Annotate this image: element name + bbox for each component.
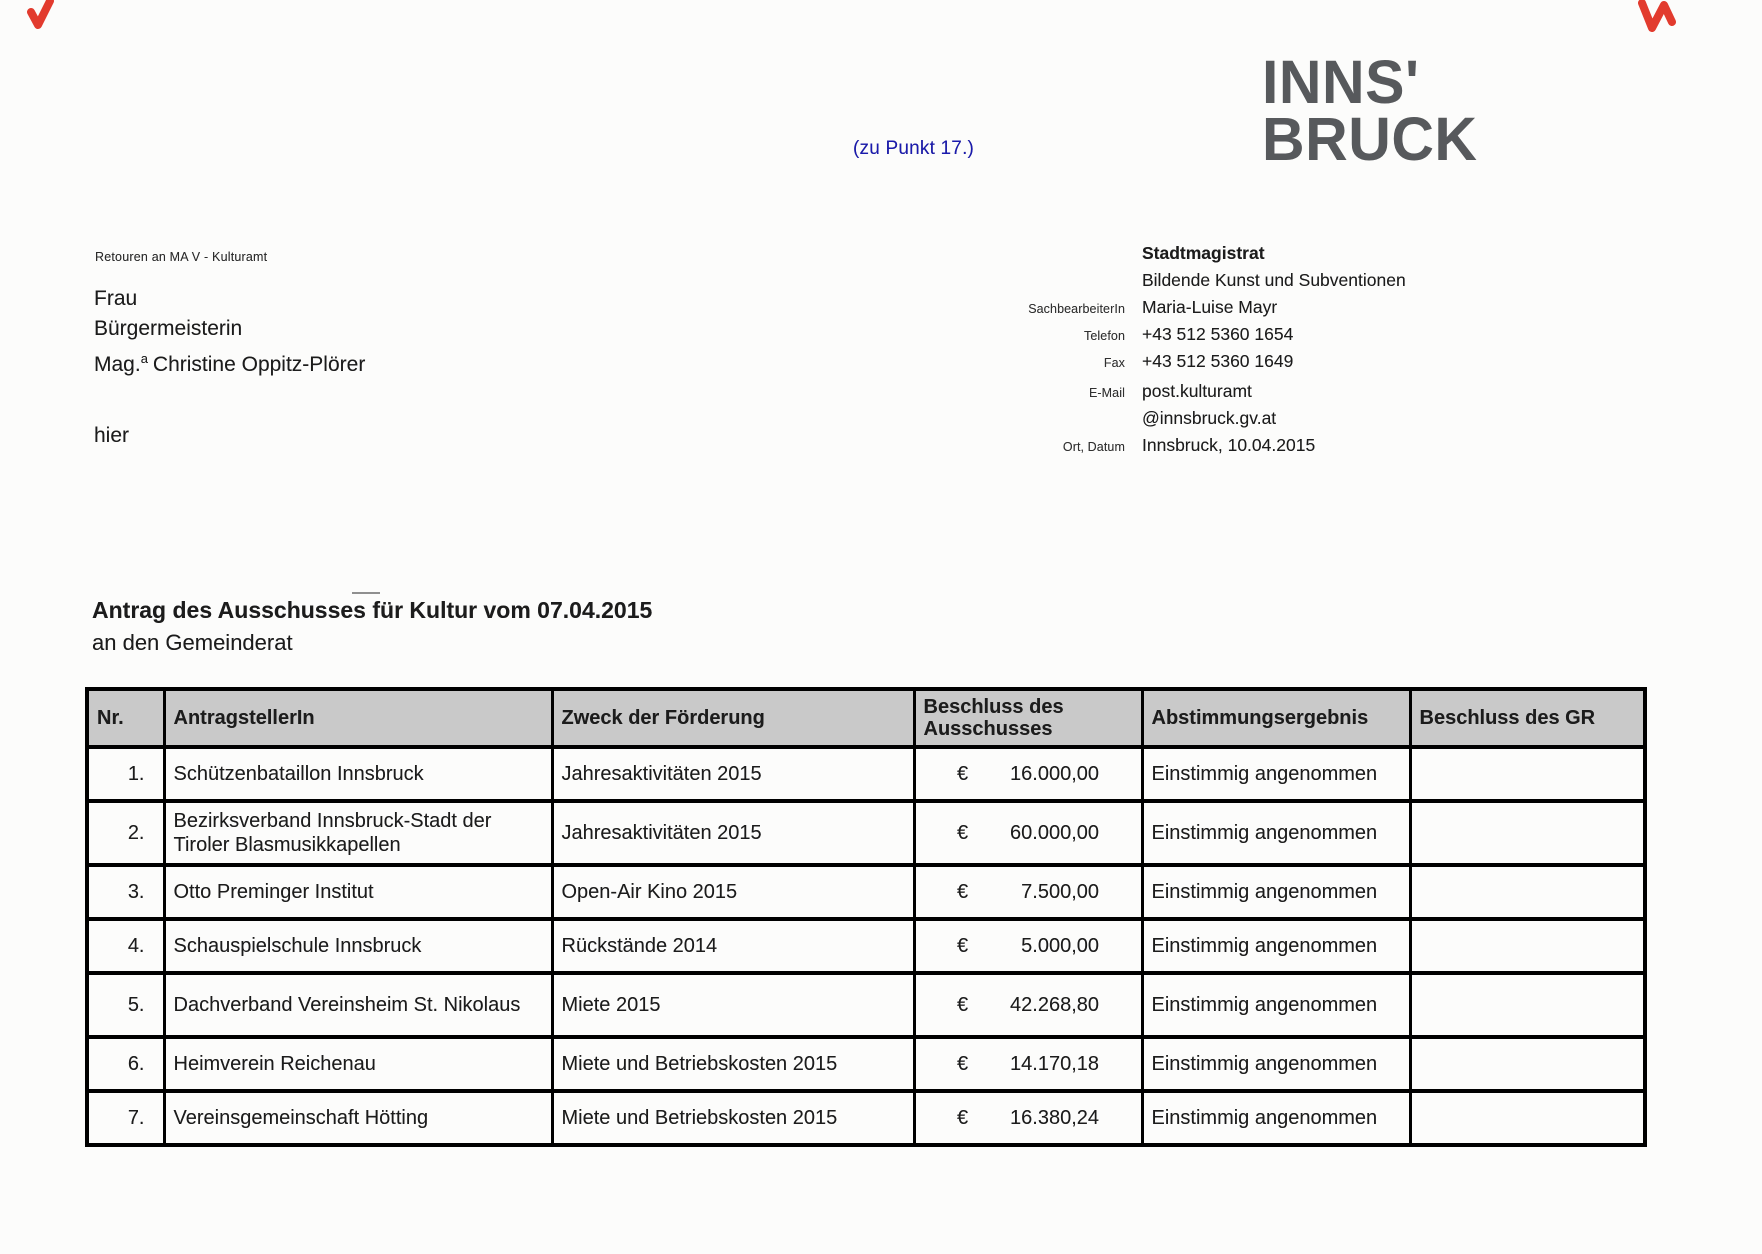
- table-header-row: [87, 689, 1645, 747]
- cell-gr: [1410, 919, 1645, 973]
- cell-betrag: [914, 747, 1142, 801]
- contact-value: @innsbruck.gv.at: [1142, 408, 1277, 428]
- amount-value: 14.170,18: [1010, 1052, 1099, 1075]
- innsbruck-logo: [1262, 47, 1478, 175]
- cell-betrag: [914, 973, 1142, 1037]
- cell-antragsteller: Heimverein Reichenau: [164, 1037, 552, 1091]
- recipient-role: Bürgermeisterin: [94, 317, 243, 340]
- contact-row-email: [935, 381, 1495, 408]
- recipient-location: hier: [94, 424, 130, 447]
- cell-abstimmung: Einstimmig angenommen: [1142, 865, 1410, 919]
- cell-nr: 5.: [87, 973, 164, 1037]
- amount-value: 42.268,80: [1010, 993, 1099, 1016]
- contact-row-email-domain: [935, 408, 1495, 435]
- cell-zweck: Miete 2015: [552, 973, 914, 1037]
- cell-abstimmung: Einstimmig angenommen: [1142, 801, 1410, 865]
- cell-zweck: Open-Air Kino 2015: [552, 865, 914, 919]
- scan-artifact-dash: [352, 592, 380, 594]
- header-abstimmung: Abstimmungsergebnis: [1142, 689, 1410, 747]
- table-row: [87, 1037, 1645, 1091]
- cell-betrag: [914, 801, 1142, 865]
- cell-betrag: [914, 865, 1142, 919]
- contact-value: Maria-Luise Mayr: [1142, 297, 1278, 317]
- header-gr: Beschluss des GR: [1410, 689, 1645, 747]
- amount-value: 5.000,00: [1021, 934, 1099, 957]
- recipient-name-superscript: a: [140, 351, 148, 366]
- document-title: Antrag des Ausschusses für Kultur vom 07.04.2015: [92, 597, 653, 623]
- contact-label: E-Mail: [1088, 386, 1125, 400]
- table-row: [87, 865, 1645, 919]
- cell-zweck: Miete und Betriebskosten 2015: [552, 1037, 914, 1091]
- currency-symbol: €: [957, 762, 969, 785]
- recipient-block: [94, 284, 365, 380]
- header-nr: Nr.: [87, 689, 164, 747]
- contact-label: Telefon: [1083, 329, 1125, 343]
- contact-department-row: [935, 270, 1495, 297]
- currency-symbol: €: [957, 880, 969, 903]
- table-row: [87, 973, 1645, 1037]
- cell-zweck: Rückstände 2014: [552, 919, 914, 973]
- cell-nr: 7.: [87, 1091, 164, 1145]
- amount-value: 16.000,00: [1010, 762, 1099, 785]
- contact-value: post.kulturamt: [1142, 381, 1252, 401]
- cell-gr: [1410, 865, 1645, 919]
- contact-value: Innsbruck, 10.04.2015: [1142, 435, 1316, 455]
- table-row: [87, 801, 1645, 865]
- document-subtitle: an den Gemeinderat: [92, 630, 293, 655]
- cell-gr: [1410, 801, 1645, 865]
- cell-betrag: [914, 1037, 1142, 1091]
- recipient-name-rest: Christine Oppitz-Plörer: [152, 353, 366, 376]
- currency-symbol: €: [957, 821, 969, 844]
- cell-nr: 1.: [87, 747, 164, 801]
- cell-abstimmung: Einstimmig angenommen: [1142, 1091, 1410, 1145]
- cell-antragsteller: Otto Preminger Institut: [164, 865, 552, 919]
- cell-gr: [1410, 973, 1645, 1037]
- header-zweck: Zweck der Förderung: [552, 689, 914, 747]
- table-row: [87, 1091, 1645, 1145]
- cell-nr: 2.: [87, 801, 164, 865]
- cell-abstimmung: Einstimmig angenommen: [1142, 919, 1410, 973]
- cell-gr: [1410, 1037, 1645, 1091]
- cell-antragsteller: Bezirksverband Innsbruck-Stadt der Tiroler Blasmusikkapellen: [164, 801, 552, 865]
- red-pen-mark-top-left: [26, 0, 70, 32]
- recipient-salutation: Frau: [94, 287, 138, 310]
- contact-value: +43 512 5360 1654: [1142, 324, 1294, 344]
- cell-betrag: [914, 1091, 1142, 1145]
- cell-nr: 4.: [87, 919, 164, 973]
- currency-symbol: €: [957, 993, 969, 1016]
- cell-antragsteller: Schützenbataillon Innsbruck: [164, 747, 552, 801]
- cell-gr: [1410, 1091, 1645, 1145]
- cell-zweck: Jahresaktivitäten 2015: [552, 801, 914, 865]
- contact-label: Fax: [1103, 356, 1125, 370]
- subsidy-table: [85, 687, 1647, 1147]
- amount-value: 60.000,00: [1010, 821, 1099, 844]
- agenda-point-note: (zu Punkt 17.): [853, 138, 975, 159]
- innsbruck-logo-line1: INNS': [1262, 47, 1420, 117]
- recipient-name: [94, 344, 365, 380]
- amount-value: 16.380,24: [1010, 1106, 1099, 1129]
- cell-zweck: Miete und Betriebskosten 2015: [552, 1091, 914, 1145]
- header-antragsteller: AntragstellerIn: [164, 689, 552, 747]
- contact-org: Stadtmagistrat: [1142, 243, 1265, 263]
- contact-block: [935, 243, 1495, 462]
- contact-label: Ort, Datum: [1062, 440, 1125, 454]
- return-note: Retouren an MA V - Kulturamt: [95, 250, 268, 264]
- currency-symbol: €: [957, 1106, 969, 1129]
- cell-abstimmung: Einstimmig angenommen: [1142, 1037, 1410, 1091]
- contact-row-fax: [935, 351, 1495, 378]
- contact-row-sachbearbeiterin: [935, 297, 1495, 324]
- contact-label: SachbearbeiterIn: [1028, 302, 1125, 316]
- recipient-name-prefix: Mag.: [94, 353, 141, 376]
- cell-gr: [1410, 747, 1645, 801]
- contact-department: Bildende Kunst und Subventionen: [1142, 270, 1406, 290]
- cell-betrag: [914, 919, 1142, 973]
- currency-symbol: €: [957, 1052, 969, 1075]
- cell-abstimmung: Einstimmig angenommen: [1142, 973, 1410, 1037]
- contact-row-ort-datum: [935, 435, 1495, 462]
- cell-antragsteller: Vereinsgemeinschaft Hötting: [164, 1091, 552, 1145]
- contact-org-row: [935, 243, 1495, 270]
- cell-antragsteller: Schauspielschule Innsbruck: [164, 919, 552, 973]
- amount-value: 7.500,00: [1021, 880, 1099, 903]
- cell-zweck: Jahresaktivitäten 2015: [552, 747, 914, 801]
- contact-row-telefon: [935, 324, 1495, 351]
- red-pen-mark-top-right: [1634, 0, 1682, 34]
- cell-nr: 6.: [87, 1037, 164, 1091]
- header-beschluss: Beschluss des Ausschusses: [914, 689, 1142, 747]
- table-row: [87, 919, 1645, 973]
- table-row: [87, 747, 1645, 801]
- cell-abstimmung: Einstimmig angenommen: [1142, 747, 1410, 801]
- innsbruck-logo-line2: BRUCK: [1262, 105, 1478, 175]
- contact-value: +43 512 5360 1649: [1142, 351, 1294, 371]
- cell-antragsteller: Dachverband Vereinsheim St. Nikolaus: [164, 973, 552, 1037]
- currency-symbol: €: [957, 934, 969, 957]
- cell-nr: 3.: [87, 865, 164, 919]
